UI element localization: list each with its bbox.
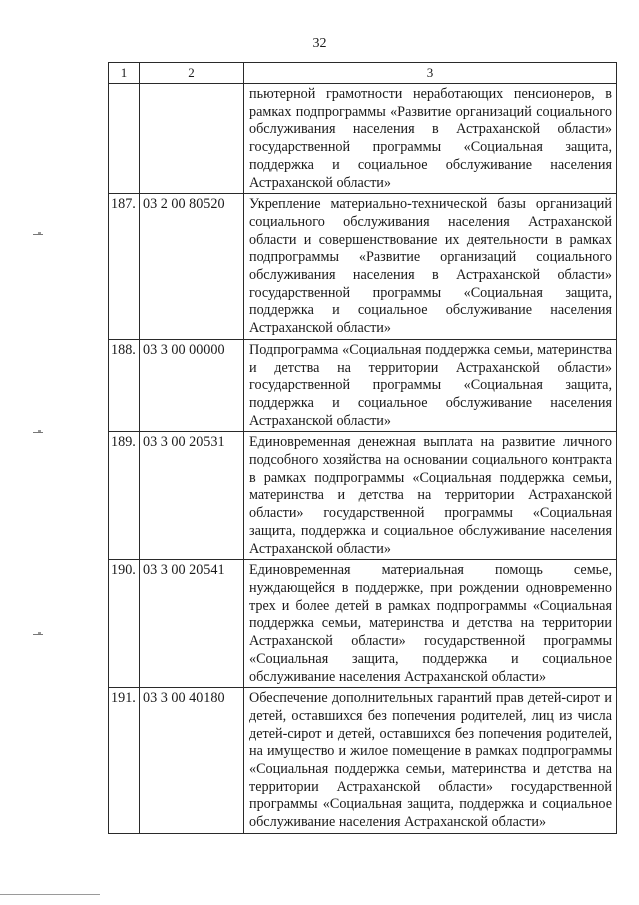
row-number: 187. — [109, 194, 140, 340]
margin-scan-mark — [33, 232, 45, 238]
row-number: 188. — [109, 339, 140, 432]
table-row — [109, 432, 617, 560]
table-row — [109, 339, 617, 432]
row-description: Обеспечение дополнительных гарантий прав детей-сирот и детей, оставшихся без попечения родителей, лиц из числа детей-сирот и детей, оставшихся без попечения родителей, на имущество и жилое помещение в рамках подпрограммы «Социальная поддержка семьи, материнства и детства на территории Астраханской области» государственной программы «Социальная защита, поддержка и социальное обслуживание населения Астраханской области» — [244, 688, 617, 834]
table-row — [109, 560, 617, 688]
row-description: пьютерной грамотности неработающих пенсионеров, в рамках подпрограммы «Развитие организаций социального обслуживания населения в Астраханской области» государственной программы «Социальная защита, поддержка и социальное обслуживание населения Астраханской области» — [244, 84, 617, 194]
row-description: Укрепление материально-технической базы организаций социального обслуживания населения Астраханской области и совершенствование их деятельности в рамках подпрограммы «Развитие организаций социального обслуживания населения в Астраханской области» государственной программы «Социальная защита, поддержка и социальное обслуживание населения Астраханской области» — [244, 194, 617, 340]
row-number: 190. — [109, 560, 140, 688]
row-code: 03 3 00 20541 — [140, 560, 244, 688]
margin-scan-mark — [33, 632, 45, 638]
column-header-code: 2 — [140, 63, 244, 84]
row-description: Единовременная денежная выплата на развитие личного подсобного хозяйства на основании социального контракта в рамках подпрограммы «Социальная поддержка семьи, материнства и детства на территории Астраханской области» государственной программы «Социальная защита, поддержка и социальное обслуживание населения Астраханской области» — [244, 432, 617, 560]
row-number: 191. — [109, 688, 140, 834]
row-number: 189. — [109, 432, 140, 560]
document-table — [108, 62, 617, 834]
row-description: Подпрограмма «Социальная поддержка семьи, материнства и детства на территории Астраханской области» государственной программы «Социальная защита, поддержка и социальное обслуживание населения Астраханской области» — [244, 339, 617, 432]
row-description: Единовременная материальная помощь семье, нуждающейся в поддержке, при рождении одновременно трех и более детей в рамках подпрограммы «Социальная поддержка семьи, материнства и детства на территории Астраханской области» государственной программы «Социальная защита, поддержка и социальное обслуживание населения Астраханской области» — [244, 560, 617, 688]
table-header-row — [109, 63, 617, 84]
column-header-number: 1 — [109, 63, 140, 84]
row-code — [140, 84, 244, 194]
row-number — [109, 84, 140, 194]
row-code: 03 3 00 20531 — [140, 432, 244, 560]
table-row — [109, 84, 617, 194]
page-number: 32 — [312, 36, 327, 51]
table-row — [109, 194, 617, 340]
row-code: 03 3 00 40180 — [140, 688, 244, 834]
bottom-edge-line — [0, 894, 100, 895]
row-code: 03 2 00 80520 — [140, 194, 244, 340]
table-row — [109, 688, 617, 834]
row-code: 03 3 00 00000 — [140, 339, 244, 432]
column-header-description: 3 — [244, 63, 617, 84]
margin-scan-mark — [33, 430, 45, 436]
